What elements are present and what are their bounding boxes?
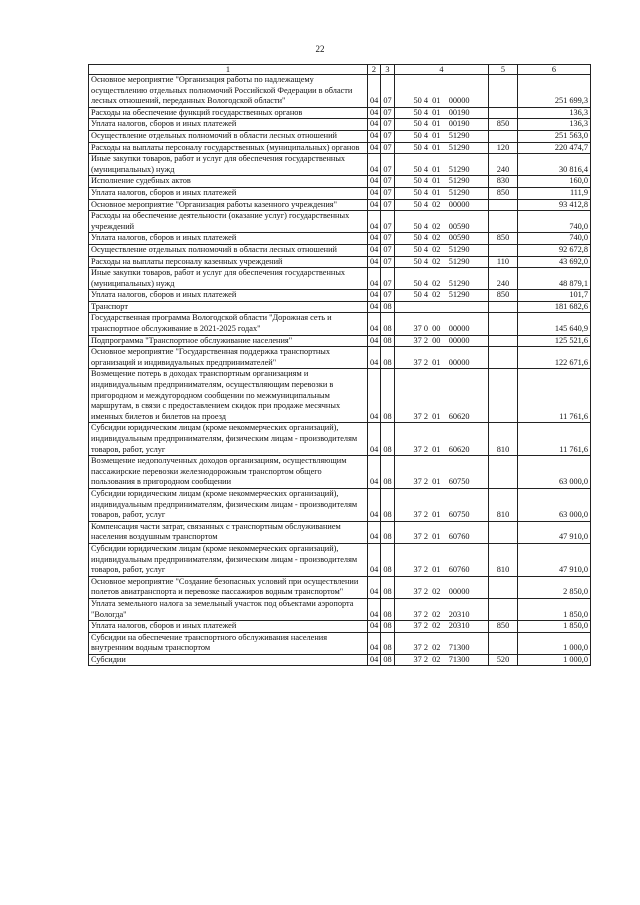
row-target-article-cell: 50 4 01 00190 [395,107,489,119]
row-target-article-cell [395,301,489,313]
table-row [89,119,591,131]
row-section-cell: 04 [368,576,381,598]
row-subsection-cell: 07 [381,233,395,245]
row-section-cell: 04 [368,233,381,245]
row-subsection-cell: 08 [381,456,395,489]
row-amount-cell: 181 682,6 [518,301,591,313]
row-subsection-cell: 07 [381,268,395,290]
row-subsection-cell: 07 [381,119,395,131]
row-amount-cell: 2 850,0 [518,576,591,598]
row-name-cell: Субсидии юридическим лицам (кроме некоммерческих организаций), индивидуальным предпринимателям, физическим лицам - производителям товаров, работ, услуг [89,543,368,576]
table-row [89,598,591,620]
table-row [89,268,591,290]
row-amount-cell: 125 521,6 [518,335,591,347]
row-target-article-cell: 37 2 01 60620 [395,423,489,456]
row-target-article-cell: 50 4 02 51290 [395,244,489,256]
row-name-cell: Субсидии на обеспечение транспортного обслуживания населения внутренним водным транспортом [89,632,368,654]
table-row [89,543,591,576]
row-section-cell: 04 [368,301,381,313]
row-expense-type-cell [489,369,518,423]
row-expense-type-cell: 850 [489,119,518,131]
row-expense-type-cell [489,199,518,211]
row-amount-cell: 740,0 [518,211,591,233]
table-row [89,654,591,666]
row-section-cell: 04 [368,130,381,142]
row-name-cell: Основное мероприятие "Организация работы казенного учреждения" [89,199,368,211]
row-amount-cell: 11 761,6 [518,423,591,456]
row-amount-cell: 145 640,9 [518,313,591,335]
row-target-article-cell: 37 2 01 60620 [395,369,489,423]
row-amount-cell: 111,9 [518,187,591,199]
header-cell: 5 [489,65,518,75]
row-section-cell: 04 [368,154,381,176]
row-name-cell: Уплата земельного налога за земельный участок под объектами аэропорта "Вологда" [89,598,368,620]
row-amount-cell: 251 563,0 [518,130,591,142]
row-expense-type-cell: 810 [489,488,518,521]
row-subsection-cell: 08 [381,347,395,369]
row-target-article-cell: 37 2 01 60760 [395,543,489,576]
table-row [89,233,591,245]
row-subsection-cell: 07 [381,199,395,211]
table-row [89,256,591,268]
row-section-cell: 04 [368,621,381,633]
row-amount-cell: 92 672,8 [518,244,591,256]
row-target-article-cell: 50 4 01 00000 [395,75,489,108]
row-expense-type-cell [489,107,518,119]
table-row [89,347,591,369]
row-expense-type-cell: 850 [489,290,518,302]
row-target-article-cell: 50 4 02 00000 [395,199,489,211]
row-amount-cell: 251 699,3 [518,75,591,108]
row-target-article-cell: 50 4 02 51290 [395,268,489,290]
row-amount-cell: 11 761,6 [518,369,591,423]
row-expense-type-cell: 850 [489,233,518,245]
row-subsection-cell: 08 [381,598,395,620]
row-section-cell: 04 [368,75,381,108]
row-name-cell: Государственная программа Вологодской области "Дорожная сеть и транспортное обслуживание в 2021-2025 годах" [89,313,368,335]
row-amount-cell: 63 000,0 [518,488,591,521]
row-amount-cell: 122 671,6 [518,347,591,369]
row-amount-cell: 48 879,1 [518,268,591,290]
table-row [89,335,591,347]
row-section-cell: 04 [368,654,381,666]
row-name-cell: Компенсация части затрат, связанных с транспортным обслуживанием населения воздушным транспортом [89,521,368,543]
table-row [89,576,591,598]
row-subsection-cell: 08 [381,423,395,456]
row-expense-type-cell [489,347,518,369]
row-expense-type-cell [489,576,518,598]
row-subsection-cell: 07 [381,211,395,233]
row-target-article-cell: 37 2 02 71300 [395,654,489,666]
row-subsection-cell: 08 [381,543,395,576]
row-section-cell: 04 [368,423,381,456]
row-name-cell: Основное мероприятие "Создание безопасных условий при осуществлении полетов авиатранспорта и перевозке пассажиров водным транспортом" [89,576,368,598]
row-target-article-cell: 37 2 02 20310 [395,621,489,633]
row-name-cell: Расходы на обеспечение деятельности (оказание услуг) государственных учреждений [89,211,368,233]
table-row [89,130,591,142]
row-amount-cell: 43 692,0 [518,256,591,268]
row-amount-cell: 63 000,0 [518,456,591,489]
row-expense-type-cell [489,301,518,313]
row-subsection-cell: 07 [381,75,395,108]
row-subsection-cell: 07 [381,256,395,268]
row-expense-type-cell [489,130,518,142]
row-expense-type-cell: 850 [489,621,518,633]
table-row [89,187,591,199]
row-expense-type-cell [489,75,518,108]
row-section-cell: 04 [368,256,381,268]
row-name-cell: Субсидии [89,654,368,666]
row-section-cell: 04 [368,456,381,489]
row-name-cell: Осуществление отдельных полномочий в области лесных отношений [89,244,368,256]
row-amount-cell: 30 816,4 [518,154,591,176]
row-amount-cell: 136,3 [518,107,591,119]
row-subsection-cell: 08 [381,521,395,543]
row-section-cell: 04 [368,290,381,302]
row-amount-cell: 1 850,0 [518,598,591,620]
row-name-cell: Транспорт [89,301,368,313]
row-subsection-cell: 08 [381,301,395,313]
row-section-cell: 04 [368,369,381,423]
row-expense-type-cell: 830 [489,176,518,188]
row-target-article-cell: 37 2 02 20310 [395,598,489,620]
row-expense-type-cell: 520 [489,654,518,666]
header-cell: 4 [395,65,489,75]
row-name-cell: Субсидии юридическим лицам (кроме некоммерческих организаций), индивидуальным предпринимателям, физическим лицам - производителям товаров, работ, услуг [89,488,368,521]
row-subsection-cell: 07 [381,130,395,142]
table-row [89,632,591,654]
row-subsection-cell: 08 [381,632,395,654]
row-name-cell: Уплата налогов, сборов и иных платежей [89,187,368,199]
row-name-cell: Подпрограмма "Транспортное обслуживание населения" [89,335,368,347]
row-section-cell: 04 [368,244,381,256]
row-target-article-cell: 50 4 02 51290 [395,290,489,302]
row-section-cell: 04 [368,211,381,233]
row-amount-cell: 47 910,0 [518,543,591,576]
row-amount-cell: 1 850,0 [518,621,591,633]
row-target-article-cell: 37 2 01 60750 [395,456,489,489]
row-subsection-cell: 07 [381,187,395,199]
row-name-cell: Иные закупки товаров, работ и услуг для обеспечения государственных (муниципальных) нужд [89,268,368,290]
row-amount-cell: 136,3 [518,119,591,131]
row-name-cell: Уплата налогов, сборов и иных платежей [89,290,368,302]
row-subsection-cell: 07 [381,176,395,188]
row-section-cell: 04 [368,488,381,521]
row-expense-type-cell [489,211,518,233]
row-amount-cell: 93 412,8 [518,199,591,211]
row-target-article-cell: 50 4 01 00190 [395,119,489,131]
row-target-article-cell: 37 2 01 00000 [395,347,489,369]
table-row [89,301,591,313]
row-target-article-cell: 50 4 01 51290 [395,176,489,188]
table-row [89,369,591,423]
table-row [89,244,591,256]
row-expense-type-cell [489,313,518,335]
row-section-cell: 04 [368,632,381,654]
row-expense-type-cell [489,598,518,620]
row-name-cell: Иные закупки товаров, работ и услуг для обеспечения государственных (муниципальных) нужд [89,154,368,176]
table-row [89,154,591,176]
row-section-cell: 04 [368,521,381,543]
header-cell: 3 [381,65,395,75]
row-section-cell: 04 [368,119,381,131]
table-row [89,521,591,543]
page-number: 22 [315,44,325,54]
header-cell: 1 [89,65,368,75]
row-expense-type-cell: 810 [489,423,518,456]
row-subsection-cell: 07 [381,154,395,176]
row-target-article-cell: 37 0 00 00000 [395,313,489,335]
row-name-cell: Основное мероприятие "Государственная поддержка транспортных организаций и индивидуальных предпринимателей" [89,347,368,369]
table-row [89,199,591,211]
row-amount-cell: 160,0 [518,176,591,188]
row-target-article-cell: 37 2 02 71300 [395,632,489,654]
table-row [89,107,591,119]
row-name-cell: Уплата налогов, сборов и иных платежей [89,233,368,245]
row-amount-cell: 47 910,0 [518,521,591,543]
header-row [89,65,591,75]
table-header [89,65,591,75]
row-subsection-cell: 07 [381,290,395,302]
row-subsection-cell: 08 [381,621,395,633]
table-row [89,211,591,233]
row-section-cell: 04 [368,598,381,620]
row-expense-type-cell [489,456,518,489]
row-expense-type-cell: 850 [489,187,518,199]
row-target-article-cell: 50 4 01 51290 [395,187,489,199]
row-expense-type-cell: 810 [489,543,518,576]
row-name-cell: Исполнение судебных актов [89,176,368,188]
row-name-cell: Возмещение недополученных доходов организациям, осуществляющим пассажирские перевозки железнодорожным транспортом общего пользования в пригородном сообщении [89,456,368,489]
row-section-cell: 04 [368,335,381,347]
row-name-cell: Расходы на обеспечение функций государственных органов [89,107,368,119]
row-section-cell: 04 [368,313,381,335]
row-section-cell: 04 [368,187,381,199]
row-subsection-cell: 07 [381,244,395,256]
row-name-cell: Уплата налогов, сборов и иных платежей [89,119,368,131]
row-target-article-cell: 37 2 00 00000 [395,335,489,347]
row-expense-type-cell: 240 [489,268,518,290]
row-target-article-cell: 37 2 01 60750 [395,488,489,521]
row-expense-type-cell [489,521,518,543]
row-subsection-cell: 07 [381,142,395,154]
row-target-article-cell: 37 2 01 60760 [395,521,489,543]
row-subsection-cell: 08 [381,576,395,598]
table-row [89,290,591,302]
header-cell: 6 [518,65,591,75]
row-target-article-cell: 50 4 01 51290 [395,154,489,176]
row-subsection-cell: 08 [381,369,395,423]
row-section-cell: 04 [368,107,381,119]
row-target-article-cell: 37 2 02 00000 [395,576,489,598]
table-row [89,621,591,633]
row-name-cell: Расходы на выплаты персоналу государственных (муниципальных) органов [89,142,368,154]
row-section-cell: 04 [368,176,381,188]
row-name-cell: Уплата налогов, сборов и иных платежей [89,621,368,633]
table-row [89,423,591,456]
row-name-cell: Осуществление отдельных полномочий в области лесных отношений [89,130,368,142]
row-target-article-cell: 50 4 01 51290 [395,142,489,154]
row-subsection-cell: 08 [381,488,395,521]
row-section-cell: 04 [368,199,381,211]
row-target-article-cell: 50 4 02 51290 [395,256,489,268]
row-expense-type-cell: 240 [489,154,518,176]
row-section-cell: 04 [368,347,381,369]
row-amount-cell: 1 000,0 [518,654,591,666]
row-section-cell: 04 [368,543,381,576]
row-target-article-cell: 50 4 01 51290 [395,130,489,142]
row-subsection-cell: 07 [381,107,395,119]
row-section-cell: 04 [368,142,381,154]
table-body [89,75,591,666]
table-row [89,142,591,154]
table-row [89,456,591,489]
row-expense-type-cell [489,244,518,256]
row-expense-type-cell: 110 [489,256,518,268]
row-subsection-cell: 08 [381,335,395,347]
row-name-cell: Возмещение потерь в доходах транспортным организациям и индивидуальным предпринимателям, осуществляющим перевозки в пригородном и междугородном сообщении по межмуниципальным маршрутам, в связи с предоставлением скидок при продаже месячных именных билетов и билетов на проезд [89,369,368,423]
row-expense-type-cell [489,335,518,347]
table-row [89,313,591,335]
table-row [89,488,591,521]
row-name-cell: Основное мероприятие "Организация работы по надлежащему осуществлению отдельных полномочий Российской Федерации в области лесных отношений, переданных Вологодской области" [89,75,368,108]
table-row [89,75,591,108]
row-section-cell: 04 [368,268,381,290]
row-amount-cell: 1 000,0 [518,632,591,654]
header-cell: 2 [368,65,381,75]
row-name-cell: Субсидии юридическим лицам (кроме некоммерческих организаций), индивидуальным предпринимателям, физическим лицам - производителям товаров, работ, услуг [89,423,368,456]
row-amount-cell: 101,7 [518,290,591,302]
row-amount-cell: 740,0 [518,233,591,245]
row-subsection-cell: 08 [381,313,395,335]
budget-table [88,64,591,666]
row-name-cell: Расходы на выплаты персоналу казенных учреждений [89,256,368,268]
row-target-article-cell: 50 4 02 00590 [395,211,489,233]
row-expense-type-cell [489,632,518,654]
row-target-article-cell: 50 4 02 00590 [395,233,489,245]
row-subsection-cell: 08 [381,654,395,666]
table-row [89,176,591,188]
row-expense-type-cell: 120 [489,142,518,154]
row-amount-cell: 220 474,7 [518,142,591,154]
